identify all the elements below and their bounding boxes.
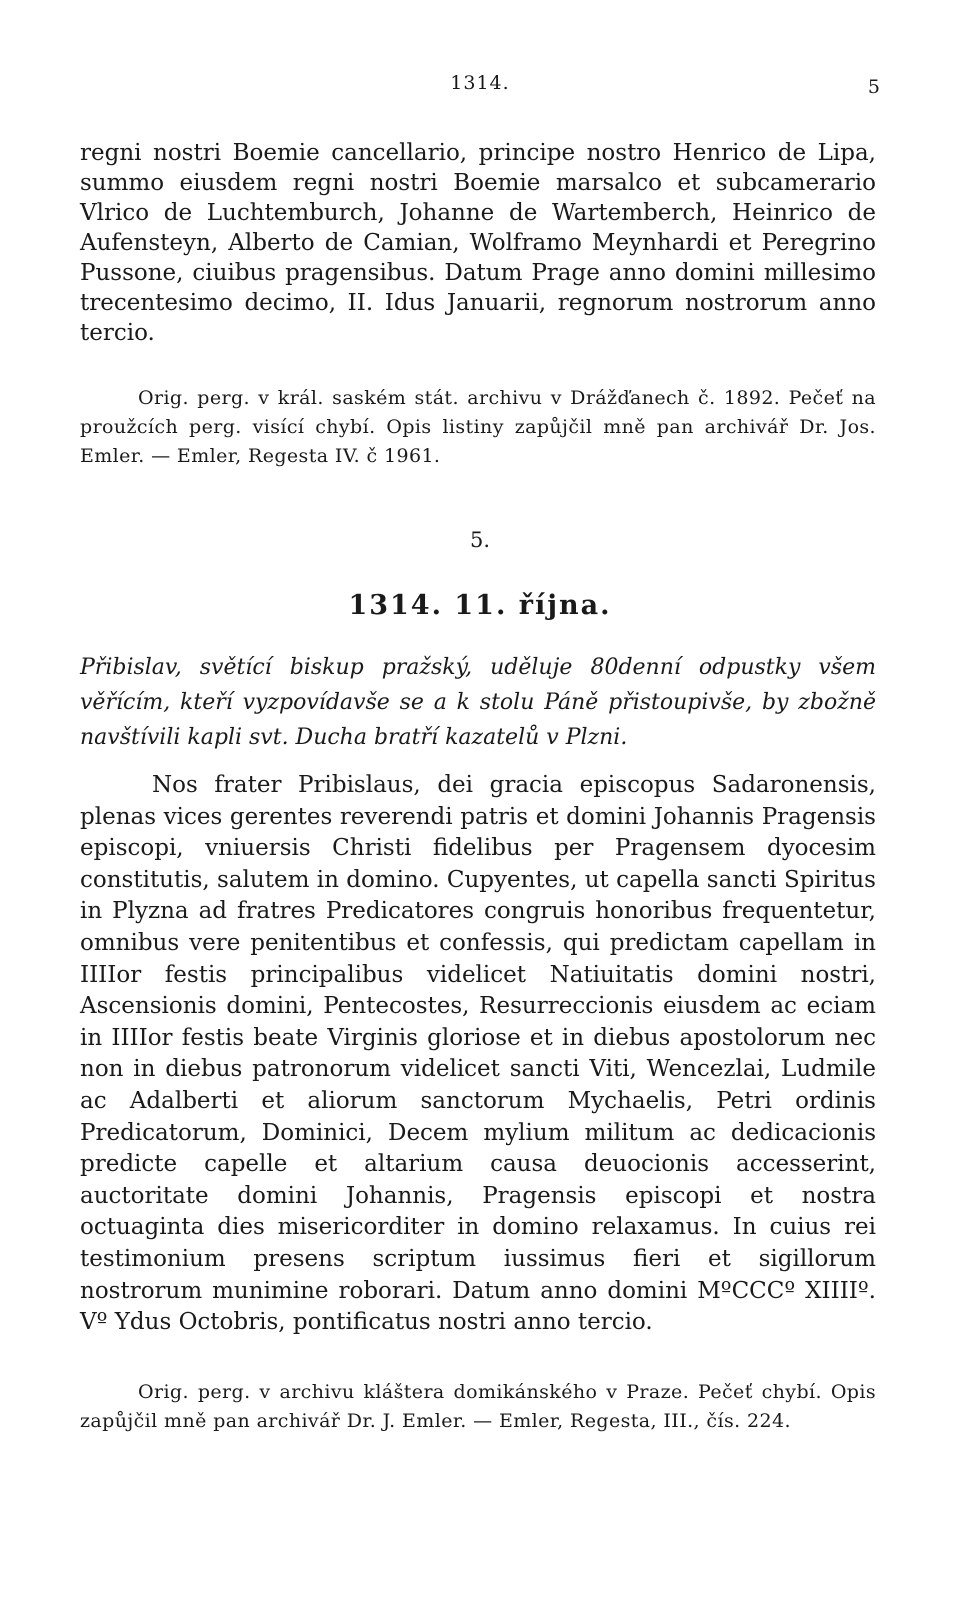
previous-document-source-note: Orig. perg. v král. saském stát. archivu v Drážďanech č. 1892. Pečeť na proužcích perg. visící chybí. Opis listiny zapůjčil mně pan archivář Dr. Jos. Emler. — Emler, Regesta IV. č 1961. (80, 387, 876, 467)
document-source-note: Orig. perg. v archivu kláštera domikánského v Praze. Pečeť chybí. Opis zapůjčil mně pan archivář Dr. J. Emler. — Emler, Regesta, III., čís. 224. (80, 1381, 876, 1432)
document-text: Nos frater Pribislaus, dei gracia episcopus Sadaronensis, plenas vices gerentes reverendi patris et domini Johannis Pragensis episcopi, vniuersis Christi fidelibus per Pragensem dyocesim constitutis, salutem in domino. Cupyentes, ut capella sancti Spiritus in Plyzna ad fratres Predicatores congruis honoribus frequentetur, omnibus vere penitentibus et confessis, qui predictam capellam in IIIIor festis principalibus videlicet Natiuitatis domini nostri, Ascensionis domini, Pentecostes, Resurreccionis eiusdem ac eciam in IIIIor festis beate Virginis gloriose et in diebus apostolorum nec non in diebus patronorum videlicet sancti Viti, Wencezlai, Ludmile ac Adalberti et aliorum sanctorum Mychaelis, Petri ordinis Predicatorum, Dominici, Decem mylium militum ac dedicacionis predicte capelle et altarium causa deuocionis accesserint, auctoritate domini Johannis, Pragensis episcopi et nostra octuaginta dies misericorditer in domino relaxamus. In cuius rei testimonium presens scriptum iussimus fieri et sigillorum nostrorum munimine roborari. Datum anno domini MºCCCº XIIIIº. Vº Ydus Octobris, pontificatus nostri anno tercio. (80, 772, 876, 1336)
document-summary: Přibislav, světící biskup pražský, uděluje 80denní odpustky všem věřícím, kteří vyzpovídavše se a k stolu Páně přistoupivše, by zbožně navštívili kapli svt. Ducha bratří kazatelů v Plzni. (80, 655, 876, 750)
document-date: 1314. 11. října. (348, 590, 612, 621)
document-number: 5. (469, 528, 491, 552)
running-head-year: 1314. (450, 72, 510, 94)
previous-document-text-tail: regni nostri Boemie cancellario, principe nostro Henrico de Lipa, summo eiusdem regni nostri Boemie marsalco et subcamerario Vlrico de Luchtemburch, Johanne de Wartemberch, Heinrico de Aufensteyn, Alberto de Camian, Wolframo Meynhardi et Peregrino Pussone, ciuibus pragensibus. Datum Prage anno domini millesimo trecentesimo decimo, II. Idus Januarii, regnorum nostrorum anno tercio. (80, 140, 876, 346)
page-number: 5 (867, 76, 880, 98)
